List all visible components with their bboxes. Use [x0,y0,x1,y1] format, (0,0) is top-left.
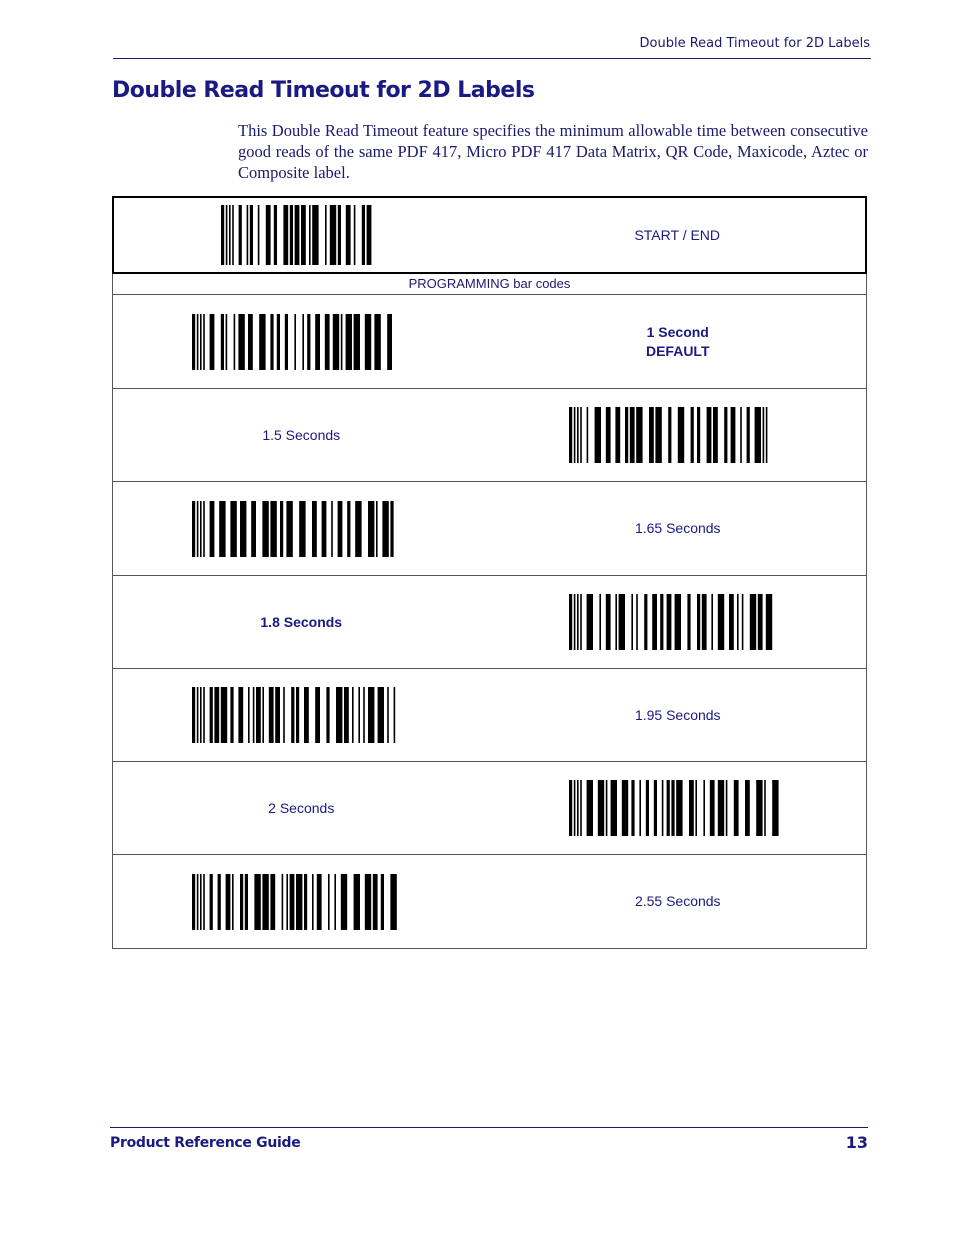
barcode-bar [636,407,642,463]
barcode-bar [234,314,236,370]
page-title: Double Read Timeout for 2D Labels [112,78,535,103]
barcode-bar [678,407,684,463]
barcode-bar [322,501,327,557]
barcode-bar [203,501,205,557]
option-label-cell [113,389,490,481]
barcode-bar [391,501,394,557]
option-barcode [569,594,787,650]
barcode-bar [256,687,261,743]
option-row-1-8-seconds [112,576,867,669]
start-end-label-cell [490,198,866,272]
start-end-label: START / END [634,226,721,243]
barcode-bar [192,687,195,743]
barcode-bar [197,687,199,743]
barcode-bar [240,501,246,557]
barcode-bar [282,874,284,930]
barcode-bar [325,205,327,265]
option-label-cell [490,482,867,575]
barcode-bar [253,687,255,743]
barcode-bar [772,780,778,836]
barcode-bar [266,205,271,265]
barcode-bar [295,314,297,370]
barcode-bar [668,407,671,463]
barcode-bar [290,874,295,930]
barcode-bar [248,687,250,743]
barcode-bar [271,501,277,557]
barcode-bar [307,314,310,370]
barcode-bar [229,205,231,265]
barcode-bar [263,687,265,743]
barcode-bar [274,205,277,265]
option-row-2-seconds [112,762,867,855]
barcode-bar [221,314,224,370]
option-label: 1.95 Seconds [634,706,721,723]
option-barcode-cell [490,762,867,854]
barcode-bar [299,501,305,557]
barcode-bar [730,407,735,463]
barcode-bar [745,780,750,836]
option-label-main: 1 Second [646,323,709,340]
barcode-bar [203,874,205,930]
barcode-bar [615,594,617,650]
option-barcode-cell [113,482,490,575]
barcode-bar [215,687,220,743]
option-label: 2 Seconds [268,799,335,816]
barcode-bar [221,205,224,265]
barcode-bar [327,687,330,743]
barcode-bar [347,501,350,557]
barcode-bar [255,874,261,930]
barcode-bar [729,594,734,650]
barcode-bar [373,874,378,930]
barcode-bar [285,314,288,370]
barcode-bar [203,314,205,370]
barcode-bar [697,594,700,650]
barcode-bar [636,594,638,650]
barcode-bar [689,780,694,836]
option-barcode-cell [113,855,490,948]
barcode-bar [259,314,265,370]
option-label-default: DEFAULT [645,342,710,359]
barcode-bar [706,407,711,463]
barcode-bar [304,874,307,930]
option-row-2-55-seconds [112,855,867,949]
barcode-bar [756,780,762,836]
barcode-bar [226,205,228,265]
barcode-bar [631,594,633,650]
barcode-bar [577,407,579,463]
barcode-bar [631,780,634,836]
programming-caption: PROGRAMMING bar codes [112,274,867,295]
barcode-bar [239,687,244,743]
barcode-bar [240,874,243,930]
barcode-bar [354,205,356,265]
barcode-bar [666,780,669,836]
barcode-bar [383,501,389,557]
barcode-bar [378,687,384,743]
barcode-bar [238,205,241,265]
barcode-bar [344,687,349,743]
barcode-bar [750,594,756,650]
barcode-bar [354,314,360,370]
barcode-bar [354,874,360,930]
barcode-bar [703,780,705,836]
option-label: 1.65 Seconds [634,520,721,536]
barcode-bar [315,314,320,370]
option-label: 2.55 Seconds [634,893,721,909]
barcode-bar [231,687,234,743]
barcode-bar [291,687,294,743]
barcode-bar [280,501,283,557]
barcode-bar [376,501,378,557]
barcode-bar [711,594,713,650]
barcode-bar [754,407,760,463]
barcode-bar [338,205,341,265]
option-row-1-65-seconds [112,482,867,576]
barcode-bar [335,874,337,930]
barcode-bar [296,874,302,930]
barcode-bar [724,407,727,463]
barcode-bar [303,314,305,370]
barcode-bar [713,407,718,463]
barcode-bar [330,205,336,265]
barcode-bar [317,874,322,930]
barcode-bar [325,314,330,370]
barcode-bar [577,594,579,650]
barcode-bar [312,501,317,557]
barcode-bar [687,594,690,650]
barcode-bar [662,780,664,836]
barcode-bar [764,780,766,836]
option-label-cell [490,295,867,388]
barcode-bar [365,314,371,370]
barcode-bar [718,594,724,650]
barcode-bar [352,687,354,743]
barcode-bar [599,594,601,650]
barcode-bar [762,407,764,463]
barcode-bar [301,205,306,265]
barcode-bar [221,687,227,743]
barcode-bar [580,407,582,463]
barcode-bar [586,407,588,463]
barcode-bar [283,205,288,265]
barcode-bar [197,314,199,370]
start-end-row [112,196,867,274]
barcode-bar [639,780,641,836]
barcode-bar [766,407,768,463]
barcode-bar [200,501,202,557]
barcode-bar [387,687,389,743]
barcode-bar [606,594,611,650]
barcode-table [112,196,867,949]
barcode-bar [740,407,742,463]
barcode-bar [210,501,215,557]
barcode-bar [231,501,237,557]
barcode-bar [218,874,221,930]
barcode-bar [200,314,202,370]
barcode-bar [606,780,608,836]
barcode-bar [248,314,253,370]
barcode-bar [336,687,342,743]
barcode-bar [341,314,343,370]
barcode-bar [263,874,269,930]
option-label [646,323,710,361]
barcode-bar [290,205,293,265]
barcode-bar [226,874,231,930]
option-barcode [192,687,410,743]
barcode-bar [258,205,260,265]
barcode-bar [368,501,374,557]
barcode-bar [197,501,199,557]
barcode-bar [338,501,343,557]
barcode-bar [246,205,248,265]
barcode-bar [210,687,213,743]
option-row-1-95-seconds [112,669,867,762]
option-barcode [192,314,410,370]
barcode-bar [304,687,309,743]
option-barcode-cell [113,669,490,761]
barcode-bar [654,780,657,836]
barcode-bar [569,407,572,463]
barcode-bar [331,501,333,557]
barcode-bar [726,780,728,836]
barcode-bar [197,874,199,930]
option-row-1-second [112,295,867,389]
barcode-bar [766,594,772,650]
header-rule [113,58,871,59]
footer-page-number: 13 [845,1133,868,1152]
barcode-bar [586,780,592,836]
barcode-bar [594,407,600,463]
barcode-bar [210,874,213,930]
barcode-bar [718,780,724,836]
barcode-bar [697,407,700,463]
barcode-bar [275,687,280,743]
barcode-bar [649,407,654,463]
barcode-bar [366,205,371,265]
footer-rule [110,1127,868,1128]
barcode-bar [203,687,205,743]
barcode-bar [660,594,663,650]
barcode-bar [283,687,285,743]
barcode-bar [287,501,293,557]
option-barcode-cell [113,295,490,388]
barcode-bar [676,780,682,836]
barcode-bar [341,874,347,930]
barcode-bar [580,780,582,836]
barcode-bar [333,314,339,370]
barcode-bar [695,780,697,836]
barcode-bar [646,780,649,836]
barcode-bar [746,407,749,463]
barcode-bar [239,314,245,370]
barcode-bar [232,205,234,265]
barcode-bar [346,205,351,265]
barcode-bar [574,780,576,836]
barcode-bar [312,205,318,265]
option-barcode [192,874,410,930]
barcode-bar [655,407,661,463]
barcode-bar [710,780,715,836]
barcode-bar [362,205,365,265]
barcode-bar [312,874,314,930]
option-label-cell [490,669,867,761]
barcode-bar [387,314,392,370]
barcode-bar [309,205,311,265]
intro-paragraph: This Double Read Timeout feature specifies the minimum allowable time between consecutive good reads of the same PDF 417, Micro PDF 417 Data Matrix, QR Code, Maxicode, Aztec or Composite label. [238,121,868,182]
barcode-bar [391,874,397,930]
barcode-bar [363,687,365,743]
barcode-bar [394,687,396,743]
barcode-bar [200,874,202,930]
option-label-cell [490,855,867,948]
barcode-bar [365,874,371,930]
barcode-bar [569,780,572,836]
option-barcode-cell [490,389,867,481]
barcode-bar [702,594,707,650]
barcode-bar [251,501,256,557]
barcode-bar [625,407,628,463]
barcode-bar [652,594,657,650]
barcode-bar [618,594,624,650]
barcode-bar [610,780,616,836]
option-row-1-5-seconds [112,389,867,482]
barcode-bar [737,594,739,650]
barcode-bar [271,314,274,370]
barcode-bar [569,594,572,650]
barcode-bar [294,205,299,265]
barcode-bar [574,594,576,650]
barcode-bar [250,205,253,265]
start-end-barcode [221,205,383,265]
barcode-bar [315,687,320,743]
barcode-bar [580,594,582,650]
option-label: 1.8 Seconds [260,613,343,630]
barcode-bar [674,594,680,650]
option-barcode [192,501,410,557]
barcode-bar [192,874,195,930]
barcode-bar [375,314,381,370]
barcode-bar [381,874,384,930]
barcode-bar [690,407,693,463]
barcode-bar [355,501,361,557]
barcode-bar [630,407,635,463]
barcode-bar [742,594,744,650]
barcode-bar [598,780,604,836]
barcode-bar [210,314,215,370]
barcode-bar [577,780,579,836]
barcode-bar [359,687,361,743]
barcode-bar [200,687,202,743]
barcode-bar [287,874,289,930]
barcode-bar [192,501,195,557]
option-barcode [569,780,787,836]
barcode-bar [615,407,620,463]
barcode-bar [219,501,225,557]
barcode-bar [271,874,276,930]
running-header: Double Read Timeout for 2D Labels [639,36,870,51]
barcode-bar [245,874,248,930]
barcode-bar [192,314,195,370]
barcode-bar [606,407,611,463]
option-barcode [569,407,787,463]
barcode-bar [586,594,592,650]
barcode-bar [296,687,299,743]
barcode-bar [346,314,352,370]
barcode-bar [758,594,763,650]
option-label-cell [113,576,490,668]
barcode-bar [622,780,628,836]
barcode-bar [232,874,234,930]
barcode-bar [263,501,269,557]
barcode-bar [666,594,671,650]
option-barcode-cell [490,576,867,668]
barcode-bar [368,687,374,743]
option-label-cell [113,762,490,854]
barcode-bar [574,407,576,463]
option-label: 1.5 Seconds [262,426,341,443]
barcode-bar [644,594,647,650]
barcode-bar [328,874,330,930]
barcode-bar [671,780,674,836]
footer-guide-name: Product Reference Guide [110,1135,301,1151]
barcode-bar [269,687,274,743]
barcode-bar [277,314,280,370]
start-end-barcode-cell [114,198,490,272]
barcode-bar [734,780,739,836]
barcode-bar [226,314,228,370]
